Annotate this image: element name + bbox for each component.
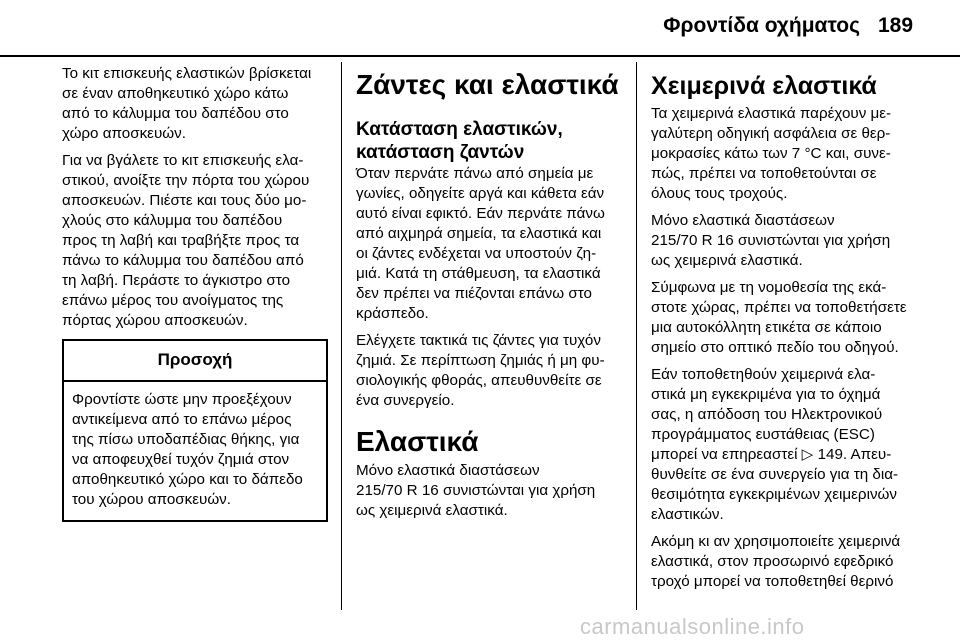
- text-line: πώς, πρέπει να τοποθετούνται σε: [651, 165, 877, 182]
- text-line: ελαστικά, στον προσωρινό εφεδρικό: [651, 553, 894, 570]
- paragraph: [651, 278, 926, 358]
- paragraph: [651, 104, 926, 204]
- text-line: Τα χειμερινά ελαστικά παρέχουν με-: [651, 105, 892, 122]
- text-line: Μόνο ελαστικά διαστάσεων: [651, 212, 835, 229]
- paragraph: [651, 211, 926, 271]
- text-line: ζημιά. Σε περίπτωση ζημιάς ή μη φυ-: [356, 352, 605, 369]
- watermark: carmanualsonline.info: [580, 614, 805, 639]
- text-line: θεσιμότητα εγκεκριμένων χειμερινών: [651, 486, 897, 503]
- text-line: όλους τους τροχούς.: [651, 185, 788, 202]
- text-line: οι ζάντες ενδέχεται να υποστούν ζη-: [356, 245, 597, 262]
- text-line: Για να βγάλετε το κιτ επισκευής ελα-: [62, 152, 304, 169]
- text-line: Σύμφωνα με τη νομοθεσία της εκά-: [651, 279, 887, 296]
- text-line: αποσκευών. Πιέστε και τους δύο μο-: [62, 192, 307, 209]
- paragraph: [651, 365, 926, 525]
- section-heading: Χειμερινά ελαστικά: [651, 72, 877, 100]
- column-right: [651, 64, 926, 599]
- text-line: Μόνο ελαστικά διαστάσεων: [356, 462, 540, 479]
- text-line: Εάν τοποθετηθούν χειμερινά ελα-: [651, 366, 876, 383]
- page-number: 189: [878, 14, 914, 37]
- text-line: προς τη λαβή και τραβήξτε προς τα: [62, 232, 300, 249]
- text-line: σιολογικής φθοράς, απευθυνθείτε σε: [356, 372, 602, 389]
- text-line: πόρτας χώρου αποσκευών.: [62, 312, 248, 329]
- column-divider: [636, 62, 637, 610]
- page-header-title: Φροντίδα οχήματος: [663, 14, 860, 37]
- caution-text: [64, 382, 326, 520]
- text-line: κράσπεδο.: [356, 305, 429, 322]
- text-line: σας, η απόδοση του Ηλεκτρονικού: [651, 406, 883, 423]
- header-rule: [0, 55, 960, 57]
- text-line: γαλύτερη οδηγική ασφάλεια σε θερ-: [651, 125, 891, 142]
- text-line: αντικείμενα από το επάνω μέρος: [72, 411, 292, 428]
- text-line: τροχό μπορεί να τοποθετηθεί θερινό: [651, 573, 894, 590]
- text-line: να αποφευχθεί τυχόν ζημιά στον: [72, 451, 290, 468]
- paragraph: [356, 331, 626, 411]
- text-line: στοτε χώρας, πρέπει να τοποθετήσετε: [651, 299, 907, 316]
- text-line: αυτό είναι εφικτό. Εάν περνάτε πάνω: [356, 205, 605, 222]
- column-left: [62, 64, 326, 522]
- text-line: αποθηκευτικό χώρο και το δάπεδο: [72, 471, 303, 488]
- heading-line: Κατάσταση ελαστικών,: [356, 119, 563, 140]
- section-heading: Ζάντες και ελαστικά: [356, 69, 619, 100]
- caution-title: Προσοχή: [64, 341, 326, 382]
- text-line: γωνίες, οδηγείτε αργά και κάθετα εάν: [356, 185, 605, 202]
- text-line: τη λαβή. Περάστε το άγκιστρο στο: [62, 272, 291, 289]
- text-line: Ελέγχετε τακτικά τις ζάντες για τυχόν: [356, 332, 601, 349]
- text-line: από το κάλυμμα του δαπέδου στο: [62, 105, 289, 122]
- text-line: πάνω το κάλυμμα του δαπέδου από: [62, 252, 304, 269]
- text-line: σε έναν αποθηκευτικό χώρο κάτω: [62, 85, 289, 102]
- subsection-heading: [356, 118, 626, 164]
- text-line: Ακόμη κι αν χρησιμοποιείτε χειμερινά: [651, 533, 901, 550]
- text-line: μια αυτοκόλλητη ετικέτα σε κάποιο: [651, 319, 882, 336]
- text-line: του χώρου αποσκευών.: [72, 491, 231, 508]
- text-line: μιά. Κατά τη στάθμευση, τα ελαστικά: [356, 265, 601, 282]
- text-line: από αιχμηρά σημεία, τα ελαστικά και: [356, 225, 602, 242]
- text-line: χώρο αποσκευών.: [62, 125, 186, 142]
- paragraph: [62, 151, 326, 331]
- column-middle: [356, 64, 626, 528]
- text-line: χλούς στο κάλυμμα του δαπέδου: [62, 212, 283, 229]
- text-line: στικού, ανοίξτε την πόρτα του χώρου: [62, 172, 310, 189]
- column-divider: [341, 62, 342, 610]
- paragraph: [356, 164, 626, 324]
- text-line: ένα συνεργείο.: [356, 392, 455, 409]
- text-line: σημείο στο οπτικό πεδίο του οδηγού.: [651, 339, 899, 356]
- section-heading: Ελαστικά: [356, 426, 479, 457]
- text-line: Το κιτ επισκευής ελαστικών βρίσκεται: [62, 65, 312, 82]
- text-line: μοκρασίες κάτω των 7 °C και, συνε-: [651, 145, 891, 162]
- text-line: 215/70 R 16 συνιστώνται για χρήση: [356, 482, 596, 499]
- text-line: επάνω μέρος του ανοίγματος της: [62, 292, 284, 309]
- paragraph: [356, 461, 626, 521]
- text-line: Όταν περνάτε πάνω από σημεία με: [356, 165, 594, 182]
- text-line: δεν πρέπει να πιέζονται επάνω στο: [356, 285, 592, 302]
- text-line: Φροντίστε ώστε μην προεξέχουν: [72, 391, 292, 408]
- paragraph: [651, 532, 926, 592]
- text-line: μπορεί να επηρεαστεί ▷ 149. Απευ-: [651, 446, 892, 463]
- text-line: στικά μη εγκεκριμένα για το όχημά: [651, 386, 881, 403]
- caution-box: [62, 339, 328, 522]
- text-line: ως χειμερινά ελαστικά.: [651, 252, 803, 269]
- heading-line: κατάσταση ζαντών: [356, 142, 525, 163]
- text-line: θυνθείτε σε ένα συνεργείο για τη δια-: [651, 466, 899, 483]
- text-line: προγράμματος ευστάθειας (ESC): [651, 426, 875, 443]
- text-line: ελαστικών.: [651, 506, 724, 523]
- text-line: της πίσω υποδαπέδιας θήκης, για: [72, 431, 300, 448]
- text-line: ως χειμερινά ελαστικά.: [356, 502, 508, 519]
- text-line: 215/70 R 16 συνιστώνται για χρήση: [651, 232, 891, 249]
- paragraph: [62, 64, 326, 144]
